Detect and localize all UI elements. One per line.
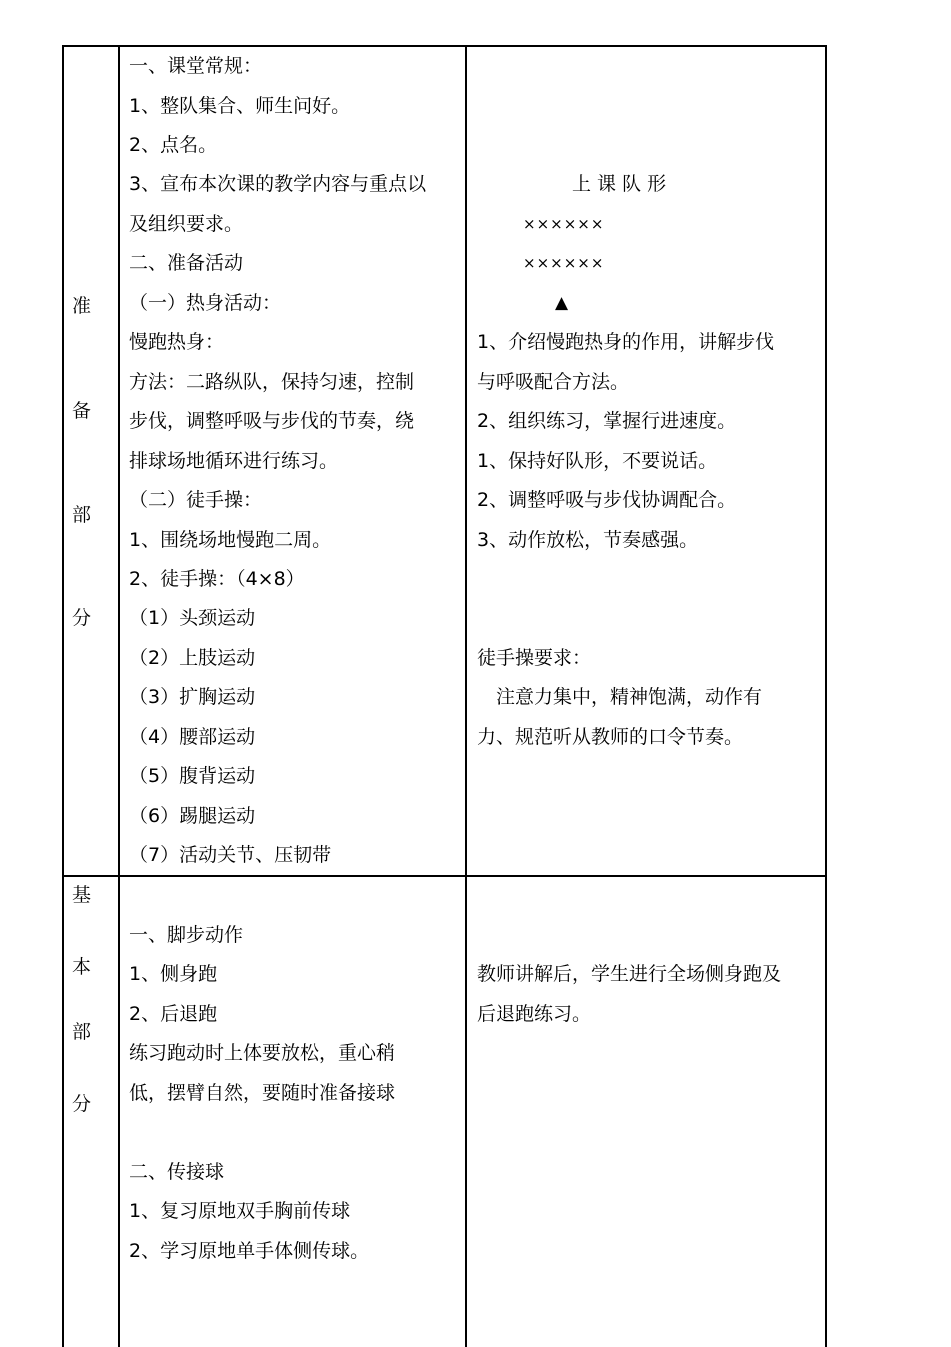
prep-content-line: 3、宣布本次课的教学内容与重点以 (129, 173, 427, 195)
prep-content-line: 1、整队集合、师生问好。 (129, 95, 351, 117)
basic-side-label-4: 分 (72, 1093, 92, 1115)
prep-content-line: （1）头颈运动 (129, 607, 256, 629)
basic-content-line: 二、传接球 (129, 1161, 225, 1183)
prep-side-label-1: 准 (72, 295, 92, 317)
prep-organization-line: 2、调整呼吸与步伐协调配合。 (477, 489, 737, 511)
prep-content-line: （6）踢腿运动 (129, 805, 256, 827)
basic-content-line: 1、复习原地双手胸前传球 (129, 1200, 351, 1222)
prep-side-label-3: 部 (72, 504, 92, 526)
prep-organization-line: 1、保持好队形，不要说话。 (477, 450, 718, 472)
exercise-requirements-line: 力、规范听从教师的口令节奏。 (477, 726, 744, 748)
prep-organization-line: 3、动作放松，节奏感强。 (477, 529, 699, 551)
basic-content-line: 低，摆臂自然，要随时准备接球 (129, 1082, 396, 1104)
prep-content-line: 1、围绕场地慢跑二周。 (129, 529, 332, 551)
basic-content-line: 2、学习原地单手体侧传球。 (129, 1240, 370, 1262)
prep-content-line: （4）腰部运动 (129, 726, 256, 748)
prep-side-label-2: 备 (72, 400, 92, 422)
basic-side-label-3: 部 (72, 1021, 92, 1043)
prep-content-line: 排球场地循环进行练习。 (129, 450, 339, 472)
prep-content-line: （一）热身活动： (129, 292, 282, 314)
prep-content-line: 方法：二路纵队，保持匀速，控制 (129, 371, 415, 393)
basic-side-label-2: 本 (72, 956, 92, 978)
prep-content-line: 2、徒手操：（4×8） (129, 568, 305, 590)
prep-content-line: 步伐，调整呼吸与步伐的节奏，绕 (129, 410, 415, 432)
prep-content-line: （二）徒手操： (129, 489, 263, 511)
formation-title: 上 课 队 形 (572, 173, 667, 195)
prep-organization-line: 1、介绍慢跑热身的作用，讲解步伐 (477, 331, 775, 353)
prep-content-line: 二、准备活动 (129, 252, 244, 274)
basic-content-line: 练习跑动时上体要放松，重心稍 (129, 1042, 396, 1064)
basic-content-line: 一、脚步动作 (129, 924, 244, 946)
formation-row-2: ×××××× (523, 254, 605, 272)
basic-organization-line: 教师讲解后，学生进行全场侧身跑及 (477, 963, 782, 985)
basic-organization-line: 后退跑练习。 (477, 1003, 592, 1025)
table-top-border (62, 45, 827, 47)
table-right-border (825, 45, 827, 1347)
prep-content-line: （7）活动关节、压韧带 (129, 844, 332, 866)
teacher-mark-icon: ▲ (555, 293, 569, 313)
prep-content-line: 慢跑热身： (129, 331, 225, 353)
prep-organization-line: 2、组织练习，掌握行进速度。 (477, 410, 737, 432)
column-divider-2 (465, 45, 467, 1347)
section-divider (62, 875, 827, 877)
column-divider-1 (118, 45, 120, 1347)
prep-content-line: （3）扩胸运动 (129, 686, 256, 708)
basic-content-line: 1、侧身跑 (129, 963, 218, 985)
table-left-border (62, 45, 64, 1347)
prep-content-line: （2）上肢运动 (129, 647, 256, 669)
exercise-requirements-title: 徒手操要求： (477, 647, 592, 669)
prep-content-line: （5）腹背运动 (129, 765, 256, 787)
prep-content-line: 及组织要求。 (129, 213, 244, 235)
prep-content-line: 2、点名。 (129, 134, 218, 156)
formation-row-1: ×××××× (523, 215, 605, 233)
basic-side-label-1: 基 (72, 884, 92, 906)
basic-content-line: 2、后退跑 (129, 1003, 218, 1025)
prep-organization-line: 与呼吸配合方法。 (477, 371, 630, 393)
exercise-requirements-line: 注意力集中，精神饱满，动作有 (477, 686, 763, 708)
prep-content-line: 一、课堂常规： (129, 55, 263, 77)
prep-side-label-4: 分 (72, 607, 92, 629)
